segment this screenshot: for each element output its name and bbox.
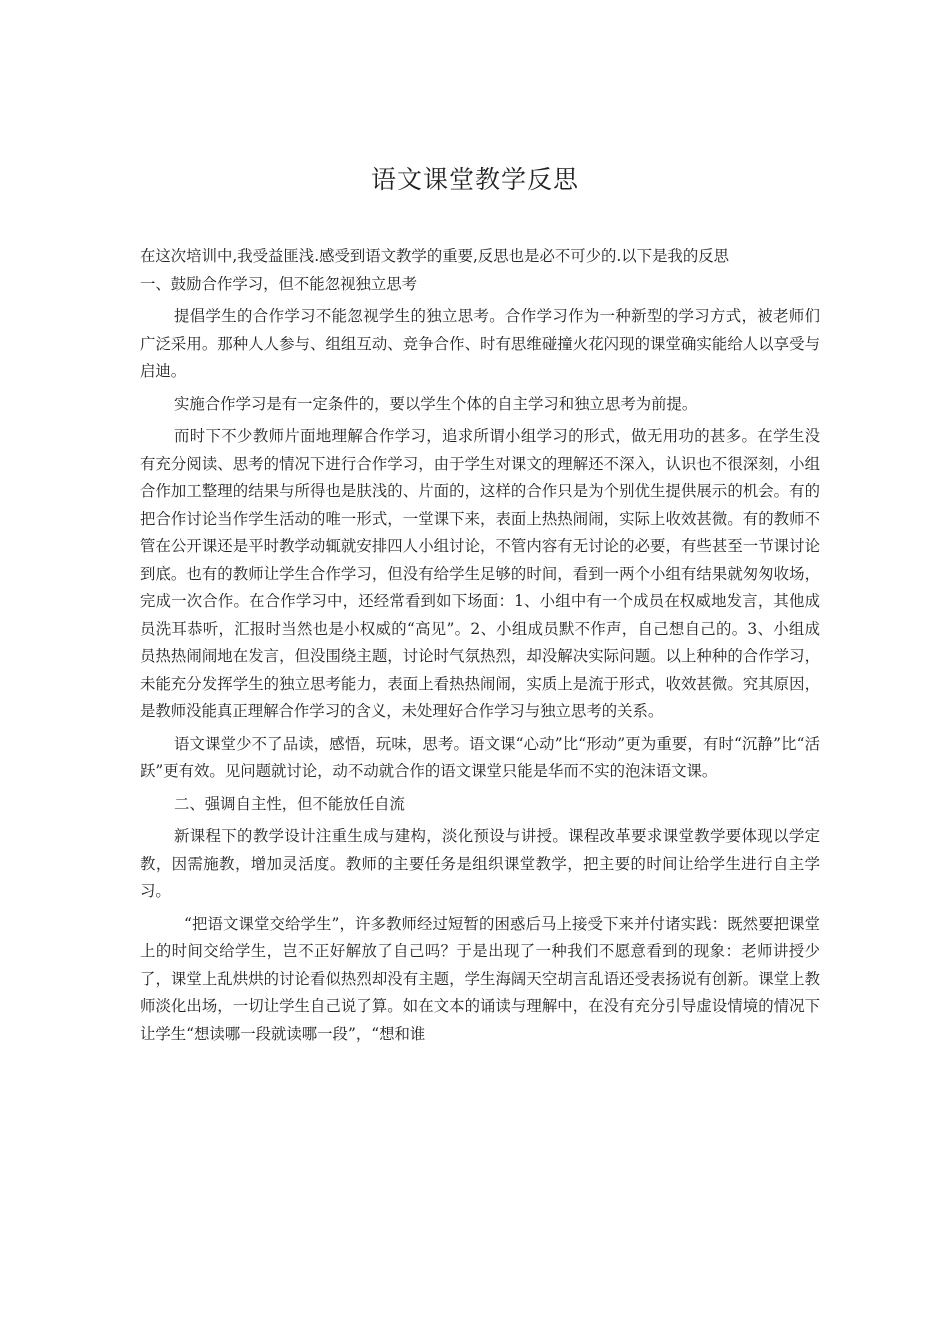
document-title: 语文课堂教学反思: [370, 165, 579, 194]
body-paragraph: 实施合作学习是有一定条件的，要以学生个体的自主学习和独立思考为前提。: [174, 394, 698, 413]
body-paragraph: 语文课堂少不了品读，感悟，玩味，思考。语文课“心动”比“形动”更为重要，有时“沉静”比“活跃”更有效。见问题就讨论，动不动就合作的语文课堂只能是华而不实的泡沫语文课。: [140, 734, 820, 780]
intro-paragraph: 在这次培训中,我受益匪浅.感受到语文教学的重要,反思也是必不可少的.以下是我的反思: [140, 247, 730, 265]
body-paragraph: 新课程下的教学设计注重生成与建构，淡化预设与讲授。课程改革要求课堂教学要体现以学定教，因需施教，增加灵活度。教师的主要任务是组织课堂教学，把主要的时间让给学生进行自主学习。: [140, 827, 820, 900]
section-heading-1: 一、鼓励合作学习，但不能忽视独立思考: [140, 274, 418, 293]
document-body: [140, 243, 820, 1048]
body-paragraph: 提倡学生的合作学习不能忽视学生的独立思考。合作学习作为一种新型的学习方式，被老师们广泛采用。那种人人参与、组组互动、竞争合作、时有思维碰撞火花闪现的课堂确实能给人以享受与启迪。: [140, 307, 820, 380]
body-paragraph: “把语文课堂交给学生”，许多教师经过短暂的困惑后马上接受下来并付诸实践：既然要把课堂上的时间交给学生，岂不正好解放了自己吗？于是出现了一种我们不愿意看到的现象：老师讲授少了，课堂上乱烘烘的讨论看似热烈却没有主题，学生海阔天空胡言乱语还受表扬说有创新。课堂上教师淡化出场，一切让学生自己说了算。如在文本的诵读与理解中，在没有充分引导虚设情境的情况下让学生“想读哪一段就读哪一段”，“想和谁: [140, 914, 820, 1043]
section-heading-2: 二、强调自主性，但不能放任自流: [174, 794, 405, 813]
body-paragraph: 而时下不少教师片面地理解合作学习，追求所谓小组学习的形式，做无用功的甚多。在学生没有充分阅读、思考的情况下进行合作学习，由于学生对课文的理解还不深入，认识也不很深刻，小组合作加工整理的结果与所得也是肤浅的、片面的，这样的合作只是为个别优生提供展示的机会。有的把合作讨论当作学生活动的唯一形式，一堂课下来，表面上热热闹闹，实际上收效甚微。有的教师不管在公开课还是平时教学动辄就安排四人小组讨论，不管内容有无讨论的必要，有些甚至一节课讨论到底。也有的教师让学生合作学习，但没有给学生足够的时间，看到一两个小组有结果就匆匆收场，完成一次合作。在合作学习中，还经常看到如下场面：1、小组中有一个成员在权威地发言，其他成员洗耳恭听，汇报时当然也是小权威的“高见”。2、小组成员默不作声，自己想自己的。3、小组成员热热闹闹地在发言，但没围绕主题，讨论时气氛热烈，却没解决实际问题。以上种种的合作学习，未能充分发挥学生的独立思考能力，表面上看热热闹闹，实质上是流于形式，收效甚微。究其原因，是教师没能真正理解合作学习的含义，未处理好合作学习与独立思考的关系。: [140, 427, 820, 720]
